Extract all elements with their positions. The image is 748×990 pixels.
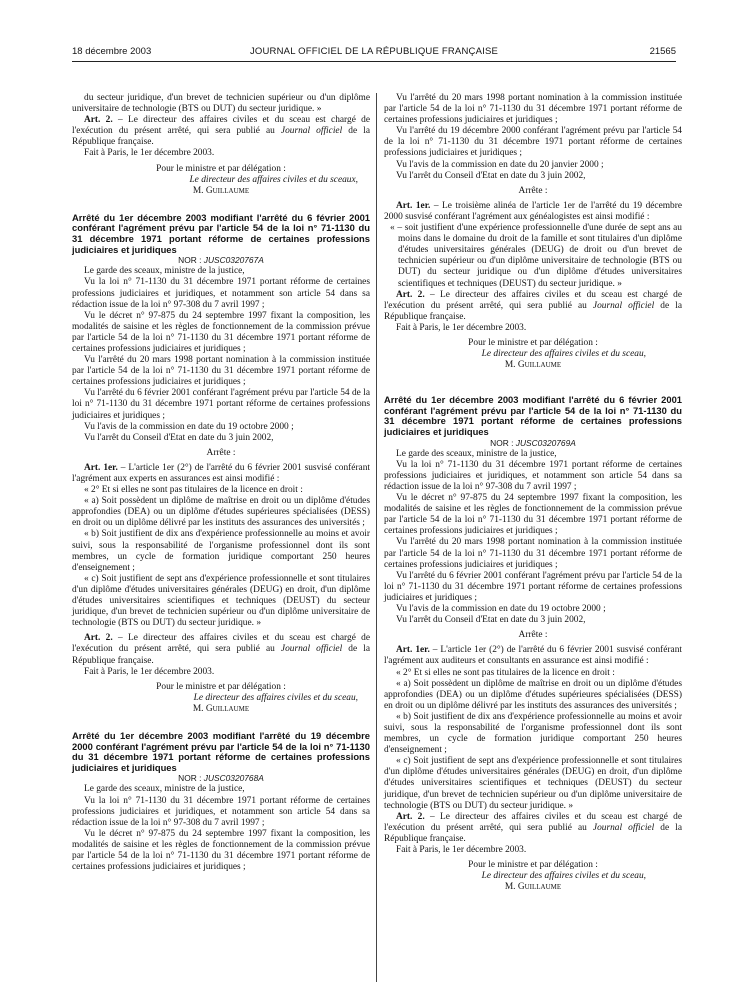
delegation-line: Pour le ministre et par délégation : — [468, 860, 598, 871]
nor-line — [384, 438, 682, 449]
article-paragraph — [384, 812, 682, 845]
paragraph: Vu l'arrêté du 20 mars 1998 portant nomination à la commission instituée par l'article 54 de la loi n° 71-1130 du 31 décembre 1971 portant réforme de certaines professions judiciaires et juridiques ; — [384, 537, 682, 570]
nor-label: NOR : — [178, 255, 204, 266]
article-paragraph — [384, 201, 682, 223]
signature: M. Guillaume — [504, 882, 562, 893]
decree-title: Arrêté du 1er décembre 2003 modifiant l'arrêté du 6 février 2001 conférant l'agrément prévu par l'article 54 de la loi n° 71-1130 du 31 décembre 1971 portant réforme de certaines professions judiciaires et juridiques — [72, 211, 370, 255]
delegation-line: Pour le ministre et par délégation : — [156, 681, 286, 692]
header-date: 18 décembre 2003 — [72, 46, 152, 57]
article-paragraph — [384, 290, 682, 323]
decree-title: Arrêté du 1er décembre 2003 modifiant l'arrêté du 19 décembre 2000 conférant l'agrément prévu par l'article 54 de la loi n° 71-1130 du 31 décembre 1971 portant réforme de certaines professions judiciaires et juridiques — [72, 729, 370, 773]
paragraph: Vu l'arrêt du Conseil d'Etat en date du 3 juin 2002, — [84, 432, 274, 443]
article-label: Art. 2. — [84, 633, 113, 644]
delegation-line: Pour le ministre et par délégation : — [468, 337, 598, 348]
paragraph: Vu le décret n° 97-875 du 24 septembre 1997 fixant la composition, les modalités de saisine et les règles de fonctionnement de la commission prévue par l'article 54 de la loi n° 71-1130 du 31 décembre 1971 portant réforme de certaines professions judiciaires et juridiques ; — [384, 493, 682, 537]
paragraph: Vu la loi n° 71-1130 du 31 décembre 1971 portant réforme de certaines professions judiciaires et juridiques, et notamment son article 54 dans sa rédaction issue de la loi n° 97-308 du 7 avril 1997 ; — [72, 795, 370, 828]
header-page-number: 21565 — [649, 46, 676, 57]
paragraph: « – soit justifient d'une expérience professionnelle d'une durée de sept ans au moins dans le domaine du droit de la famille et sont titulaires d'un diplôme d'études universitaires générales (DEUG) de droit ou d'un brevet de technicien supérieur ou d'un diplôme universitaire de technologie (BTS ou DUT) du secteur juridique ou d'un diplôme d'études universitaires scientifiques et techniques (DEUST) du secteur juridique. » — [390, 223, 682, 289]
journal-ref: Journal officiel — [280, 126, 343, 137]
right-column — [384, 93, 682, 893]
director-line: Le directeur des affaires civiles et du sceau, — [481, 871, 646, 882]
nor-code: JUSC0320768A — [203, 773, 264, 784]
paragraph: « b) Soit justifient de dix ans d'expérience professionnelle au moins et avoir suivi, sous la responsabilité de l'organisme professionnel dont ils sont membres, un cycle de formation juridique comportant 250 heures d'enseignement ; — [72, 529, 370, 573]
paragraph: « c) Soit justifient de sept ans d'expérience professionnelle et sont titulaires d'un diplôme d'études universitaires générales (DEUG) en droit, d'un diplôme d'études universitaires scientifiques et techniques (DEUST) du secteur juridique, d'un brevet de technicien supérieur ou d'un diplôme universitaire de technologie (BTS ou DUT) du secteur juridique. » — [384, 756, 682, 811]
article-text-end: de la République française. — [72, 644, 370, 666]
paragraph: « 2° Et si elles ne sont pas titulaires de la licence en droit : — [396, 667, 615, 678]
paragraph: « c) Soit justifient de sept ans d'expérience professionnelle et sont titulaires d'un diplôme d'études universitaires générales (DEUG) en droit, d'un diplôme d'études universitaires scientifiques et techniques (DEUST) du secteur juridique, d'un brevet de technicien supérieur ou d'un diplôme universitaire de technologie (BTS ou DUT) du secteur juridique. » — [72, 573, 370, 629]
nor-code: JUSC0320769A — [515, 437, 576, 448]
paragraph: « a) Soit possèdent un diplôme de maîtrise en droit ou un diplôme d'études approfondies (DEA) ou un diplôme d'études supérieures spécialisées (DESS) en droit ou un diplôme délivré par les instituts des assurances des universités ; — [384, 678, 682, 711]
paragraph: Le garde des sceaux, ministre de la justice, — [396, 448, 557, 459]
journal-ref: Journal officiel — [592, 300, 655, 311]
article-label: Art. 2. — [396, 289, 425, 300]
paragraph: Vu la loi n° 71-1130 du 31 décembre 1971 portant réforme de certaines professions judiciaires et juridiques, et notamment son article 54 dans sa rédaction issue de la loi n° 97-308 du 7 avril 1997 ; — [72, 277, 370, 310]
director-line: Le directeur des affaires civiles et du sceaux, — [189, 174, 358, 185]
article-label: Art. 2. — [396, 811, 425, 822]
fait-line: Fait à Paris, le 1er décembre 2003. — [396, 322, 527, 333]
fait-line: Fait à Paris, le 1er décembre 2003. — [84, 148, 215, 159]
paragraph: Vu l'arrêté du 20 mars 1998 portant nomination à la commission instituée par l'article 54 de la loi n° 71-1130 du 31 décembre 1971 portant réforme de certaines professions judiciaires et juridiques ; — [384, 93, 682, 126]
director-line: Le directeur des affaires civiles et du sceau, — [481, 349, 646, 360]
article-paragraph — [72, 463, 370, 485]
article-text: – L'article 1er (2°) de l'arrêté du 6 février 2001 susvisé conférant l'agrément aux auditeurs et consultants en assurance est ainsi modifié : — [384, 645, 682, 667]
column-divider — [376, 93, 377, 982]
paragraph: Vu l'arrêt du Conseil d'Etat en date du 3 juin 2002, — [396, 615, 586, 626]
fait-line: Fait à Paris, le 1er décembre 2003. — [84, 666, 215, 677]
arrete-line: Arrête : — [518, 185, 548, 196]
nor-line — [72, 255, 370, 266]
journal-ref: Journal officiel — [592, 822, 655, 833]
article-text: – Le directeur des affaires civiles et du sceau est chargé de l'exécution du présent arrêté, qui sera publié au — [384, 811, 682, 833]
paragraph: Vu l'avis de la commission en date du 19 octobre 2000 ; — [396, 604, 606, 615]
paragraph: Le garde des sceaux, ministre de la justice, — [84, 784, 245, 795]
article-label: Art. 1er. — [396, 645, 430, 656]
paragraph: « 2° Et si elles ne sont pas titulaires de la licence en droit : — [84, 485, 303, 496]
article-text: – Le directeur des affaires civiles et du sceau est chargé de l'exécution du présent arrêté, qui sera publié au — [72, 633, 370, 655]
paragraph: « a) Soit possèdent un diplôme de maîtrise en droit ou un diplôme d'études approfondies (DEA) ou un diplôme d'études supérieures spécialisées (DESS) en droit ou un diplôme délivré par les instituts des assurances des universités ; — [72, 496, 370, 529]
article-text-end: de la République française. — [384, 822, 682, 844]
nor-line — [72, 773, 370, 784]
journal-ref: Journal officiel — [280, 644, 343, 655]
article-text: – Le troisième alinéa de l'article 1er de l'arrêté du 19 décembre 2000 susvisé conférant l'agrément aux généalogistes est ainsi modifié : — [384, 200, 683, 222]
nor-code: JUSC0320767A — [203, 255, 264, 266]
article-label: Art. 2. — [84, 115, 113, 126]
director-line: Le directeur des affaires civiles et du sceau, — [193, 692, 358, 703]
article-label: Art. 1er. — [396, 200, 431, 211]
article-label: Art. 1er. — [84, 462, 118, 473]
signature: M. Guillaume — [504, 360, 562, 371]
article-paragraph — [72, 633, 370, 666]
paragraph: Vu la loi n° 71-1130 du 31 décembre 1971 portant réforme de certaines professions judiciaires et juridiques, et notamment son article 54 dans sa rédaction issue de la loi n° 97-308 du 7 avril 1997 ; — [384, 459, 682, 492]
article-paragraph — [384, 645, 682, 667]
article-text-end: de la République française. — [72, 126, 370, 148]
paragraph: Vu l'avis de la commission en date du 20 janvier 2000 ; — [396, 159, 604, 170]
paragraph: Vu l'arrêté du 20 mars 1998 portant nomination à la commission instituée par l'article 54 de la loi n° 71-1130 du 31 décembre 1971 portant réforme de certaines professions judiciaires et juridiques ; — [72, 355, 370, 388]
decree-title: Arrêté du 1er décembre 2003 modifiant l'arrêté du 6 février 2001 conférant l'agrément prévu par l'article 54 de la loi n° 71-1130 du 31 décembre 1971 portant réforme de certaines professions judiciaires et juridiques — [384, 394, 682, 438]
paragraph: Vu le décret n° 97-875 du 24 septembre 1997 fixant la composition, les modalités de saisine et les règles de fonctionnement de la commission prévue par l'article 54 de la loi n° 71-1130 du 31 décembre 1971 portant réforme de certaines professions judiciaires et juridiques ; — [72, 828, 370, 873]
nor-label: NOR : — [490, 437, 516, 448]
left-column — [72, 93, 370, 873]
signature: M. Guillaume — [192, 703, 250, 714]
fait-line: Fait à Paris, le 1er décembre 2003. — [396, 845, 527, 855]
article-text: – L'article 1er (2°) de l'arrêté du 6 février 2001 susvisé conférant l'agrément aux experts en assurances est ainsi modifié : — [72, 462, 370, 484]
nor-label: NOR : — [178, 773, 204, 784]
paragraph: Vu l'arrêt du Conseil d'Etat en date du 3 juin 2002, — [396, 170, 586, 181]
arrete-line: Arrête : — [206, 447, 236, 458]
paragraph: Vu l'arrêté du 6 février 2001 conférant l'agrément prévu par l'article 54 de la loi n° 71-1130 du 31 décembre 1971 portant réforme de certaines professions judiciaires et juridiques ; — [72, 388, 370, 421]
page-header — [72, 46, 676, 60]
arrete-line: Arrête : — [518, 630, 548, 641]
paragraph: du secteur juridique, d'un brevet de technicien supérieur ou d'un diplôme universitaire de technologie (BTS ou DUT) du secteur juridique. » — [72, 93, 370, 115]
paragraph: Vu l'avis de la commission en date du 19 octobre 2000 ; — [84, 421, 294, 432]
article-paragraph — [72, 115, 370, 148]
paragraph: Vu l'arrêté du 19 décembre 2000 conférant l'agrément prévu par l'article 54 de la loi n° 71-1130 du 31 décembre 1971 portant réforme de certaines professions judiciaires et juridiques ; — [384, 126, 682, 159]
paragraph: Le garde des sceaux, ministre de la justice, — [84, 266, 245, 277]
article-text: – Le directeur des affaires civiles et du sceau est chargé de l'exécution du présent arrêté, qui sera publié au — [384, 289, 682, 311]
paragraph: « b) Soit justifient de dix ans d'expérience professionnelle au moins et avoir suivi, sous la responsabilité de l'organisme professionnel dont ils sont membres, un cycle de formation juridique comportant 250 heures d'enseignement ; — [384, 711, 682, 756]
article-text-end: de la République française. — [384, 300, 682, 322]
signature: M. Guillaume — [192, 185, 250, 196]
header-rule — [72, 61, 676, 62]
article-text: – Le directeur des affaires civiles et du sceau est chargé de l'exécution du présent arrêté, qui sera publié au — [72, 115, 370, 137]
header-title: JOURNAL OFFICIEL DE LA RÉPUBLIQUE FRANÇAISE — [249, 46, 499, 57]
paragraph: Vu l'arrêté du 6 février 2001 conférant l'agrément prévu par l'article 54 de la loi n° 71-1130 du 31 décembre 1971 portant réforme de certaines professions judiciaires et juridiques ; — [384, 570, 682, 603]
paragraph: Vu le décret n° 97-875 du 24 septembre 1997 fixant la composition, les modalités de saisine et les règles de fonctionnement de la commission prévue par l'article 54 de la loi n° 71-1130 du 31 décembre 1971 portant réforme de certaines professions judiciaires et juridiques ; — [72, 310, 370, 354]
delegation-line: Pour le ministre et par délégation : — [156, 163, 286, 174]
